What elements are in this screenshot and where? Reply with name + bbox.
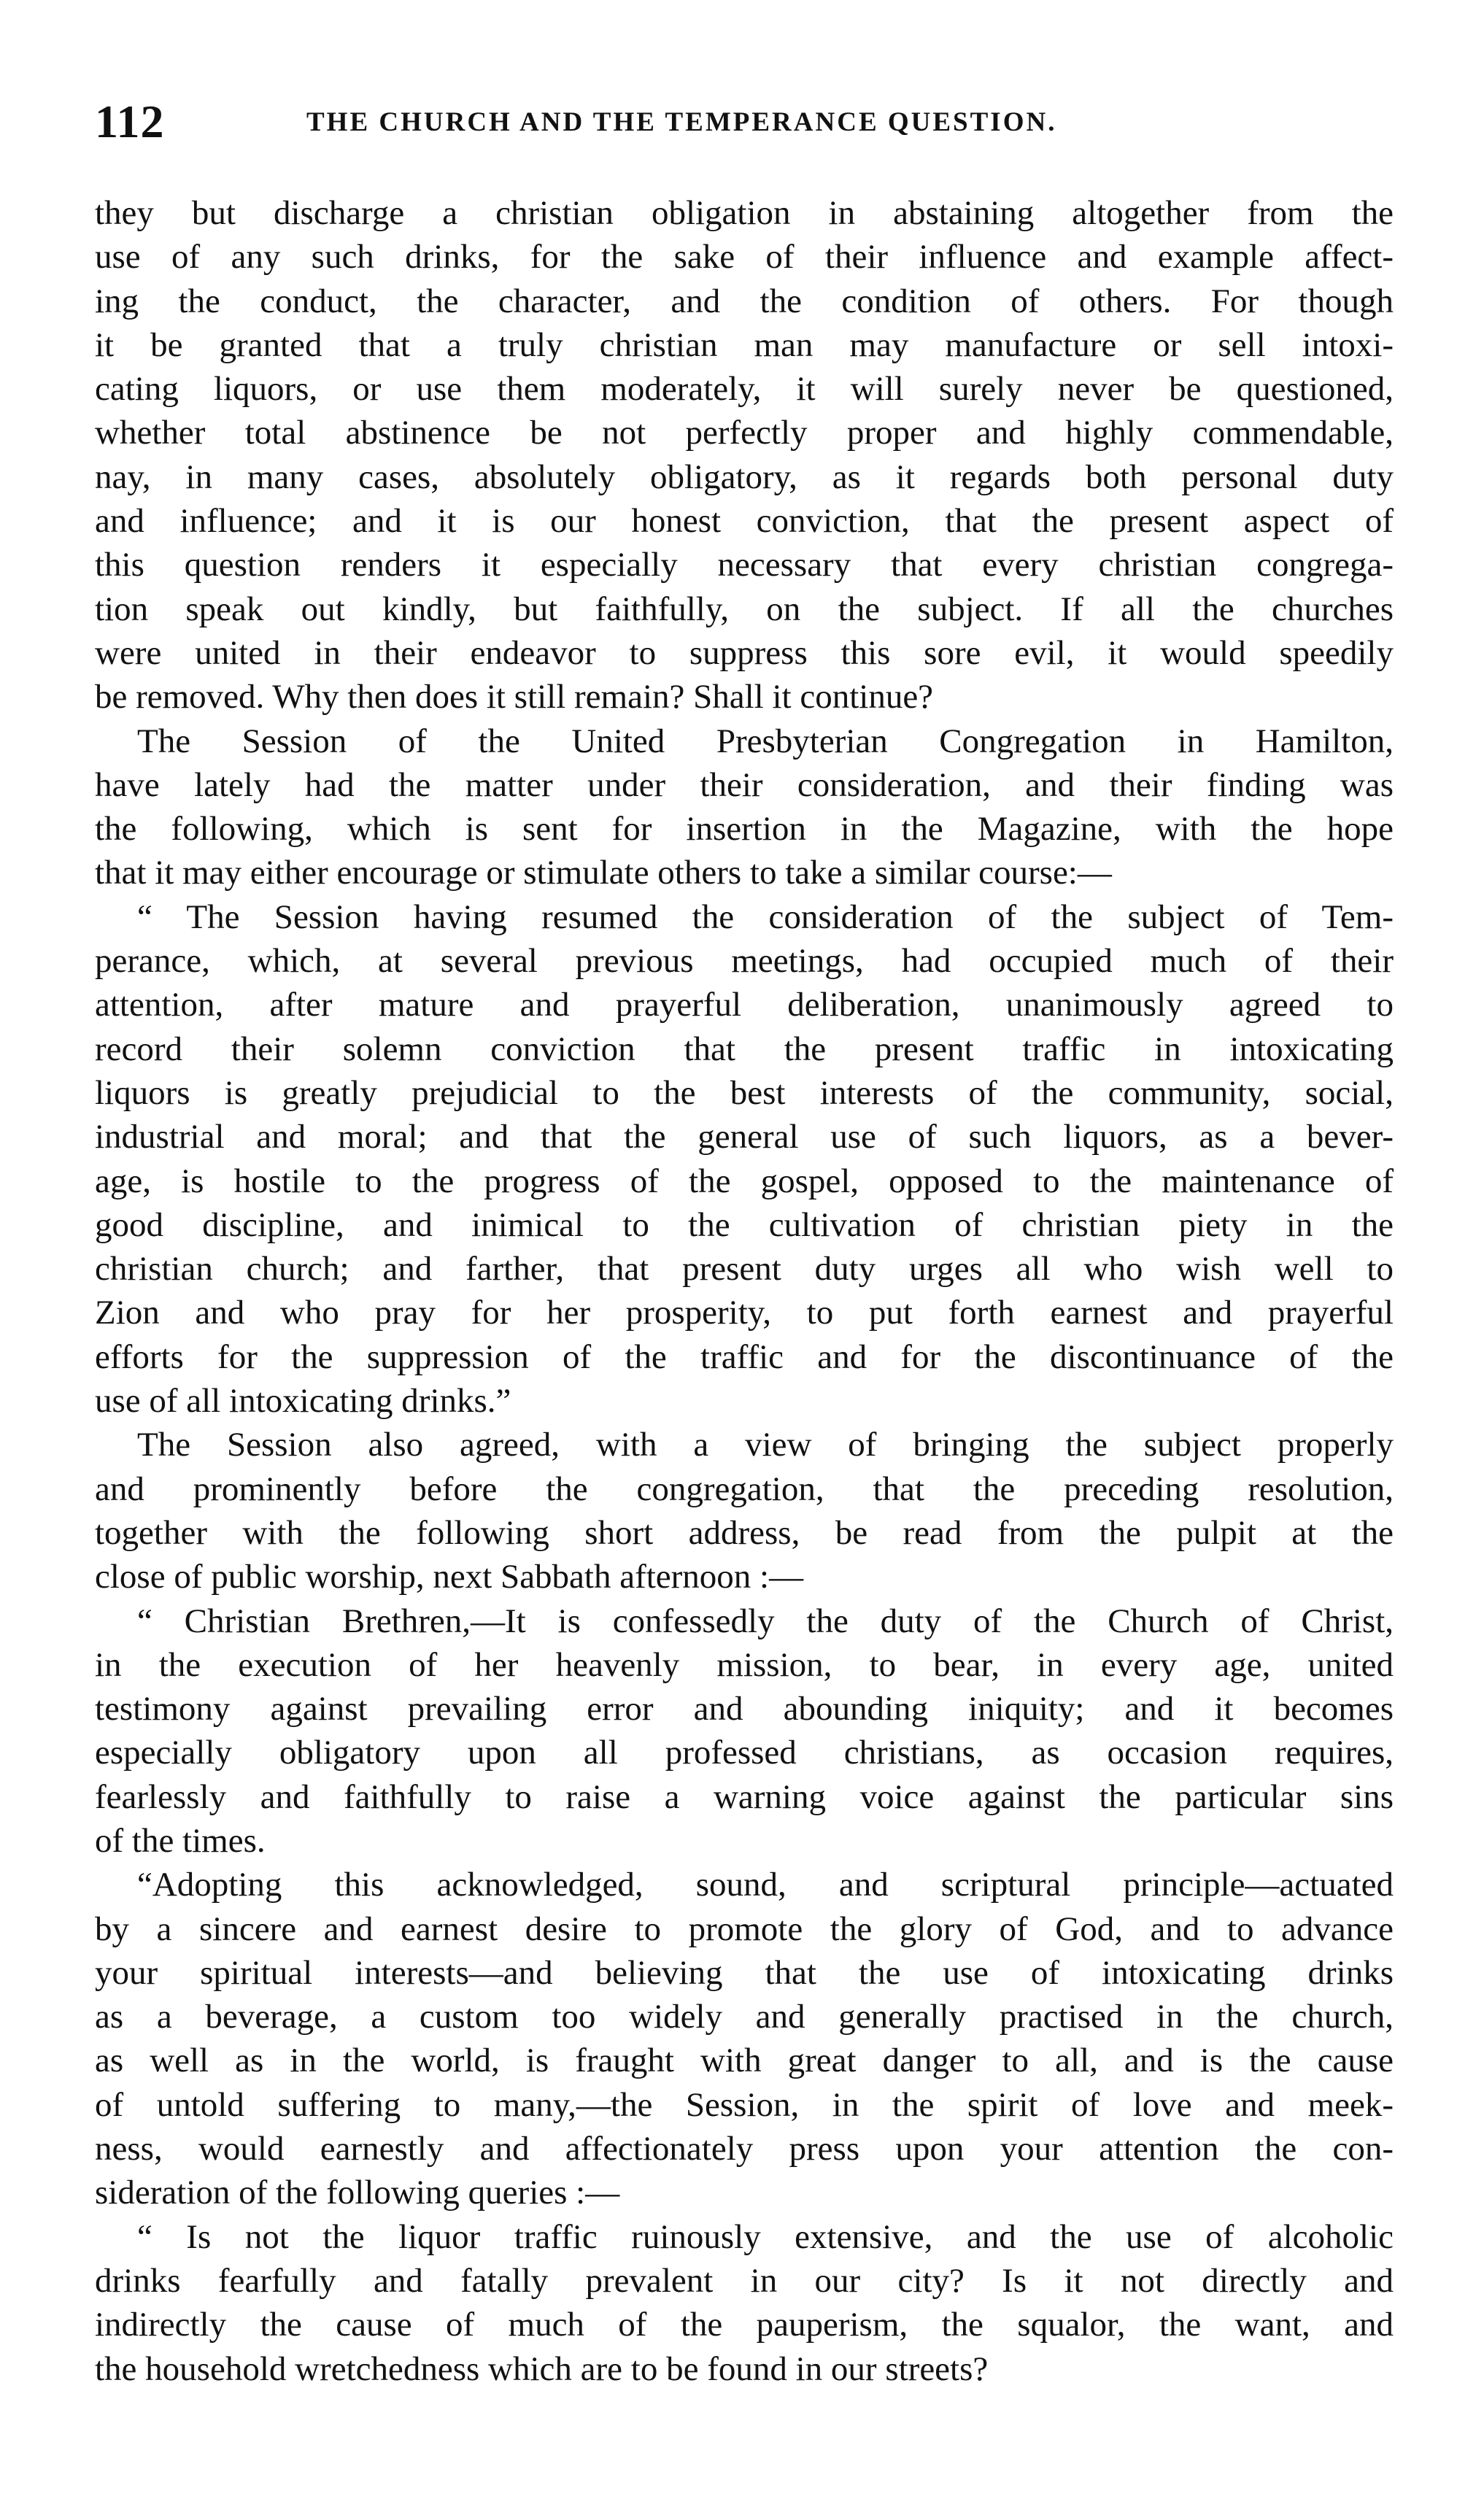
text-line: and influence; and it is our honest conviction, that the present aspect of [95,502,1394,541]
text-line: of the times. [95,1821,266,1860]
text-line: the following, which is sent for insertion in the Magazine, with the hope [95,810,1394,849]
text-line: testimony against prevailing error and abounding iniquity; and it becomes [95,1690,1394,1728]
text-line: good discipline, and inimical to the cultivation of christian piety in the [95,1205,1394,1244]
text-line: as a beverage, a custom too widely and generally practised in the church, [95,1998,1394,2036]
text-line: especially obligatory upon all professed christians, as occasion requires, [95,1734,1394,1772]
paragraph [95,895,1394,1424]
text-line: The Session also agreed, with a view of bringing the subject properly [137,1426,1394,1464]
text-line: record their solemn conviction that the present traffic in intoxicating [95,1030,1394,1068]
text-line: indirectly the cause of much of the pauperism, the squalor, the want, and [95,2306,1394,2344]
text-line: by a sincere and earnest desire to promote the glory of God, and to advance [95,1909,1394,1948]
text-line: tion speak out kindly, but faithfully, on the subject. If all the churches [95,590,1394,628]
text-line: be removed. Why then does it still remain? Shall it continue? [95,678,934,716]
text-line: in the execution of her heavenly mission, to bear, in every age, united [95,1645,1394,1684]
paragraph [95,191,1394,719]
text-line: “Adopting this acknowledged, sound, and scriptural principle—actuated [137,1866,1394,1904]
text-line: efforts for the suppression of the traffic and for the discontinuance of the [95,1337,1394,1376]
text-line: your spiritual interests—and believing that the use of intoxicating drinks [95,1953,1394,1992]
text-line: industrial and moral; and that the general use of such liquors, as a bever- [95,1118,1394,1156]
running-title: THE CHURCH AND THE TEMPERANCE QUESTION. [306,107,1057,137]
text-line: ness, would earnestly and affectionately press upon your attention the con- [95,2130,1394,2168]
text-line: and prominently before the congregation, that the preceding resolution, [95,1469,1394,1508]
text-line: they but discharge a christian obligation in abstaining altogether from the [95,194,1394,232]
running-head [95,95,1394,161]
text-line: “ Christian Brethren,—It is confessedly the duty of the Church of Christ, [137,1602,1394,1640]
text-line: as well as in the world, is fraught with great danger to all, and is the cause [95,2041,1394,2080]
page-number: 112 [95,96,165,147]
paragraph [95,1863,1394,2214]
text-line: Zion and who pray for her prosperity, to put forth earnest and prayerful [95,1294,1394,1332]
text-line: sideration of the following queries :— [95,2174,620,2212]
text-line: fearlessly and faithfully to raise a warning voice against the particular sins [95,1777,1394,1816]
text-line: use of any such drinks, for the sake of their influence and example affect- [95,238,1394,277]
paragraph [95,1599,1394,1863]
text-line: “ Is not the liquor traffic ruinously extensive, and the use of alcoholic [137,2217,1394,2256]
text-line: have lately had the matter under their consideration, and their finding was [95,765,1394,804]
paragraph [95,1423,1394,1599]
text-line: were united in their endeavor to suppress this sore evil, it would speedily [95,633,1394,672]
text-line: cating liquors, or use them moderately, it will surely never be questioned, [95,370,1394,409]
text-line: close of public worship, next Sabbath afternoon :— [95,1558,804,1596]
text-line: “ The Session having resumed the consideration of the subject of Tem- [137,897,1394,936]
text-line: drinks fearfully and fatally prevalent in our city? Is it not directly and [95,2261,1394,2300]
text-line: together with the following short address, be read from the pulpit at the [95,1513,1394,1552]
text-line: age, is hostile to the progress of the gospel, opposed to the maintenance of [95,1162,1394,1200]
text-line: ing the conduct, the character, and the condition of others. For though [95,282,1394,320]
text-line: whether total abstinence be not perfectly proper and highly commendable, [95,414,1394,452]
text-line: use of all intoxicating drinks.” [95,1382,511,1421]
book-page [95,95,1394,2391]
body-text [95,191,1394,2391]
text-line: that it may either encourage or stimulate others to take a similar course:— [95,854,1112,892]
paragraph [95,719,1394,895]
paragraph [95,2215,1394,2391]
text-line: attention, after mature and prayerful deliberation, unanimously agreed to [95,986,1394,1024]
text-line: it be granted that a truly christian man may manufacture or sell intoxi- [95,325,1394,364]
text-line: this question renders it especially necessary that every christian congrega- [95,546,1394,584]
text-line: the household wretchedness which are to be found in our streets? [95,2349,989,2388]
text-line: of untold suffering to many,—the Session, in the spirit of love and meek- [95,2085,1394,2124]
text-line: The Session of the United Presbyterian Congregation in Hamilton, [137,722,1394,760]
text-line: nay, in many cases, absolutely obligatory, as it regards both personal duty [95,457,1394,496]
text-line: liquors is greatly prejudicial to the best interests of the community, social, [95,1073,1394,1112]
text-line: perance, which, at several previous meetings, had occupied much of their [95,942,1394,981]
text-line: christian church; and farther, that present duty urges all who wish well to [95,1250,1394,1289]
